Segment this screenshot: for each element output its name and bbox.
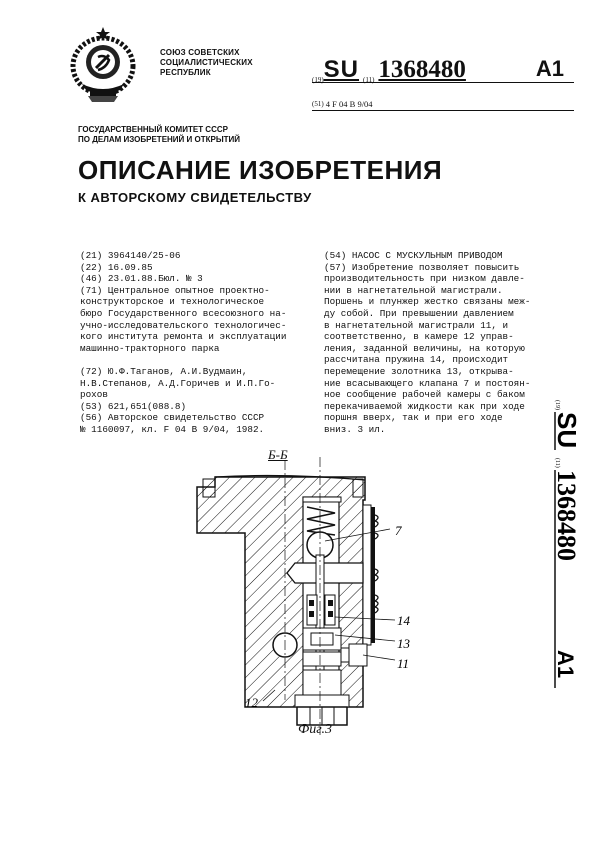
ipc-value: 4 F 04 B 9/04: [325, 99, 373, 109]
abstract-text: нии в нагнетательной магистрали.: [324, 284, 503, 296]
inid-code: (72): [80, 365, 103, 377]
abstract-text: в нагнетательной магистрали 11, и: [324, 319, 509, 331]
entry-text: № 1160097, кл. F 04 B 9/04, 1982.: [80, 423, 265, 435]
bibliography-entry: [80, 250, 286, 262]
abstract-text: перемещение золотника 13, открыва-: [324, 365, 514, 377]
bibliography-entry: [80, 412, 286, 424]
figure-caption: Фиг.3: [298, 722, 333, 737]
entry-text: Ю.Ф.Таганов, А.И.Вудмаин,: [107, 365, 248, 377]
document-subtitle: К АВТОРСКОМУ СВИДЕТЕЛЬСТВУ: [78, 190, 312, 205]
abstract-text: ду собой. При превышении давлением: [324, 307, 514, 319]
inid-code: (22): [80, 261, 103, 273]
bibliography-entry-continuation: [80, 331, 286, 343]
title-text: НАСОС С МУСКУЛЬНЫМ ПРИВОДОМ: [351, 250, 503, 261]
country-code: SU: [323, 56, 360, 83]
abstract-line: [324, 320, 530, 332]
technical-drawing: [185, 445, 425, 745]
side-document-kind: A1: [553, 650, 578, 679]
inid-code: (56): [80, 412, 103, 424]
callout-12: 12: [245, 695, 258, 710]
abstract-text: поршня вверх, так и при его ходе: [324, 412, 503, 424]
abstract-text: ления, заданной величины, на которую: [324, 342, 525, 354]
abstract-line: [324, 424, 530, 436]
abstract-text: ние всасывающего клапана 7 и постоян-: [324, 377, 531, 389]
bibliography-entry-continuation: [80, 296, 286, 308]
callout-14: 14: [397, 613, 410, 628]
entry-text: Авторское свидетельство СССР: [107, 412, 265, 424]
publication-number-line: [312, 56, 574, 83]
entry-text: рохов: [80, 389, 108, 401]
entry-text: 3964140/25-06: [107, 250, 181, 261]
inid-code: (57): [324, 261, 347, 273]
abstract-text: Изобретение позволяет повысить: [351, 261, 520, 273]
abstract-line: [324, 273, 530, 285]
document-kind: A1: [535, 56, 564, 81]
bibliography-entry: [80, 366, 286, 378]
pump-housing: [197, 476, 375, 707]
bibliography-entry-continuation: [80, 320, 286, 332]
bibliography-entry-continuation: [80, 343, 286, 355]
abstract-text: соответственно, в камере 12 управ-: [324, 331, 514, 343]
number-code-label: (11): [363, 76, 375, 84]
bibliography-entry: [80, 285, 286, 297]
callout-11: 11: [397, 656, 410, 671]
abstract-text: ное сообщение рабочей камеры с баком: [324, 389, 525, 401]
union-name-line: РЕСПУБЛИК: [160, 68, 211, 77]
abstract-line: [324, 308, 530, 320]
side-country-code-label: (19): [554, 400, 560, 410]
bibliography-entry-continuation: [80, 308, 286, 320]
union-name-line: СОЦИАЛИСТИЧЕСКИХ: [160, 58, 253, 67]
abstract-line: [324, 401, 530, 413]
abstract-line: [324, 354, 530, 366]
document-title: ОПИСАНИЕ ИЗОБРЕТЕНИЯ: [78, 155, 443, 185]
committee-line: ПО ДЕЛАМ ИЗОБРЕТЕНИЙ И ОТКРЫТИЙ: [78, 135, 241, 144]
bibliography-entry: [80, 262, 286, 274]
abstract-text: Поршень и плунжер жестко связаны меж-: [324, 296, 531, 308]
union-name-line: СОЮЗ СОВЕТСКИХ: [160, 48, 240, 57]
section-label: Б-Б: [268, 447, 288, 462]
callout-13: 13: [397, 636, 410, 651]
ipc-classification: [312, 99, 574, 111]
fasteners: [375, 515, 378, 613]
committee-line: ГОСУДАРСТВЕННЫЙ КОМИТЕТ СССР: [78, 125, 228, 134]
inid-code: (54): [324, 250, 347, 261]
entry-text: Н.В.Степанов, А.Д.Горичев и И.П.Го-: [80, 377, 276, 389]
bibliography-entry: [80, 401, 286, 413]
abstract-text: рассчитана пружина 14, происходит: [324, 354, 509, 366]
entry-text: учно-исследовательского технологичес-: [80, 319, 287, 331]
inid-code: (53): [80, 400, 103, 412]
entry-text: 16.09.85: [107, 261, 153, 273]
abstract-line: [324, 262, 530, 274]
side-number-code-label: (11): [554, 458, 560, 468]
abstract-column: [324, 250, 530, 436]
spacer: [80, 354, 286, 366]
abstract-line: [324, 343, 530, 355]
abstract-line: [324, 366, 530, 378]
document-number: 1368480: [378, 56, 466, 83]
entry-text: бюро Государственного всесоюзного на-: [80, 307, 287, 319]
country-code-label: (19): [312, 76, 324, 84]
entry-text: кого института ремонта и эксплуатации: [80, 331, 287, 343]
abstract-line: [324, 331, 530, 343]
abstract-line: [324, 412, 530, 424]
entry-text: машинно-тракторного парка: [80, 342, 220, 354]
inid-code: (46): [80, 273, 103, 285]
abstract-line: [324, 296, 530, 308]
abstract-text: вниз. 3 ил.: [324, 423, 386, 435]
side-country-code: SU: [552, 412, 582, 449]
abstract-line: [324, 285, 530, 297]
bibliography-entry-continuation: [80, 378, 286, 390]
abstract-text: производительность при низком давле-: [324, 273, 525, 285]
entry-text: 23.01.88.Бюл. № 3: [107, 273, 203, 285]
entry-text: конструкторское и технологическое: [80, 296, 265, 308]
bibliography-entry-continuation: [80, 389, 286, 401]
side-publication-id: [544, 400, 594, 690]
inid-code: (21): [80, 250, 103, 261]
inid-code: (71): [80, 284, 103, 296]
union-name: [160, 48, 253, 78]
abstract-line: [324, 378, 530, 390]
bibliography-entry-continuation: [80, 424, 286, 436]
bibliography-column: [80, 250, 286, 436]
abstract-line: [324, 389, 530, 401]
ussr-coat-of-arms-icon: [68, 24, 138, 104]
entry-text: Центральное опытное проектно-: [107, 284, 270, 296]
ipc-code-label: (51): [312, 100, 324, 108]
bibliography-entry: [80, 273, 286, 285]
callout-7: 7: [395, 523, 402, 538]
side-document-number: 1368480: [552, 470, 581, 561]
invention-title: [324, 250, 530, 262]
entry-text: 621,651(088.8): [107, 400, 187, 412]
abstract-text: перекачиваемой жидкости как при ходе: [324, 400, 525, 412]
channel: [287, 563, 363, 583]
committee-name: [78, 125, 240, 145]
